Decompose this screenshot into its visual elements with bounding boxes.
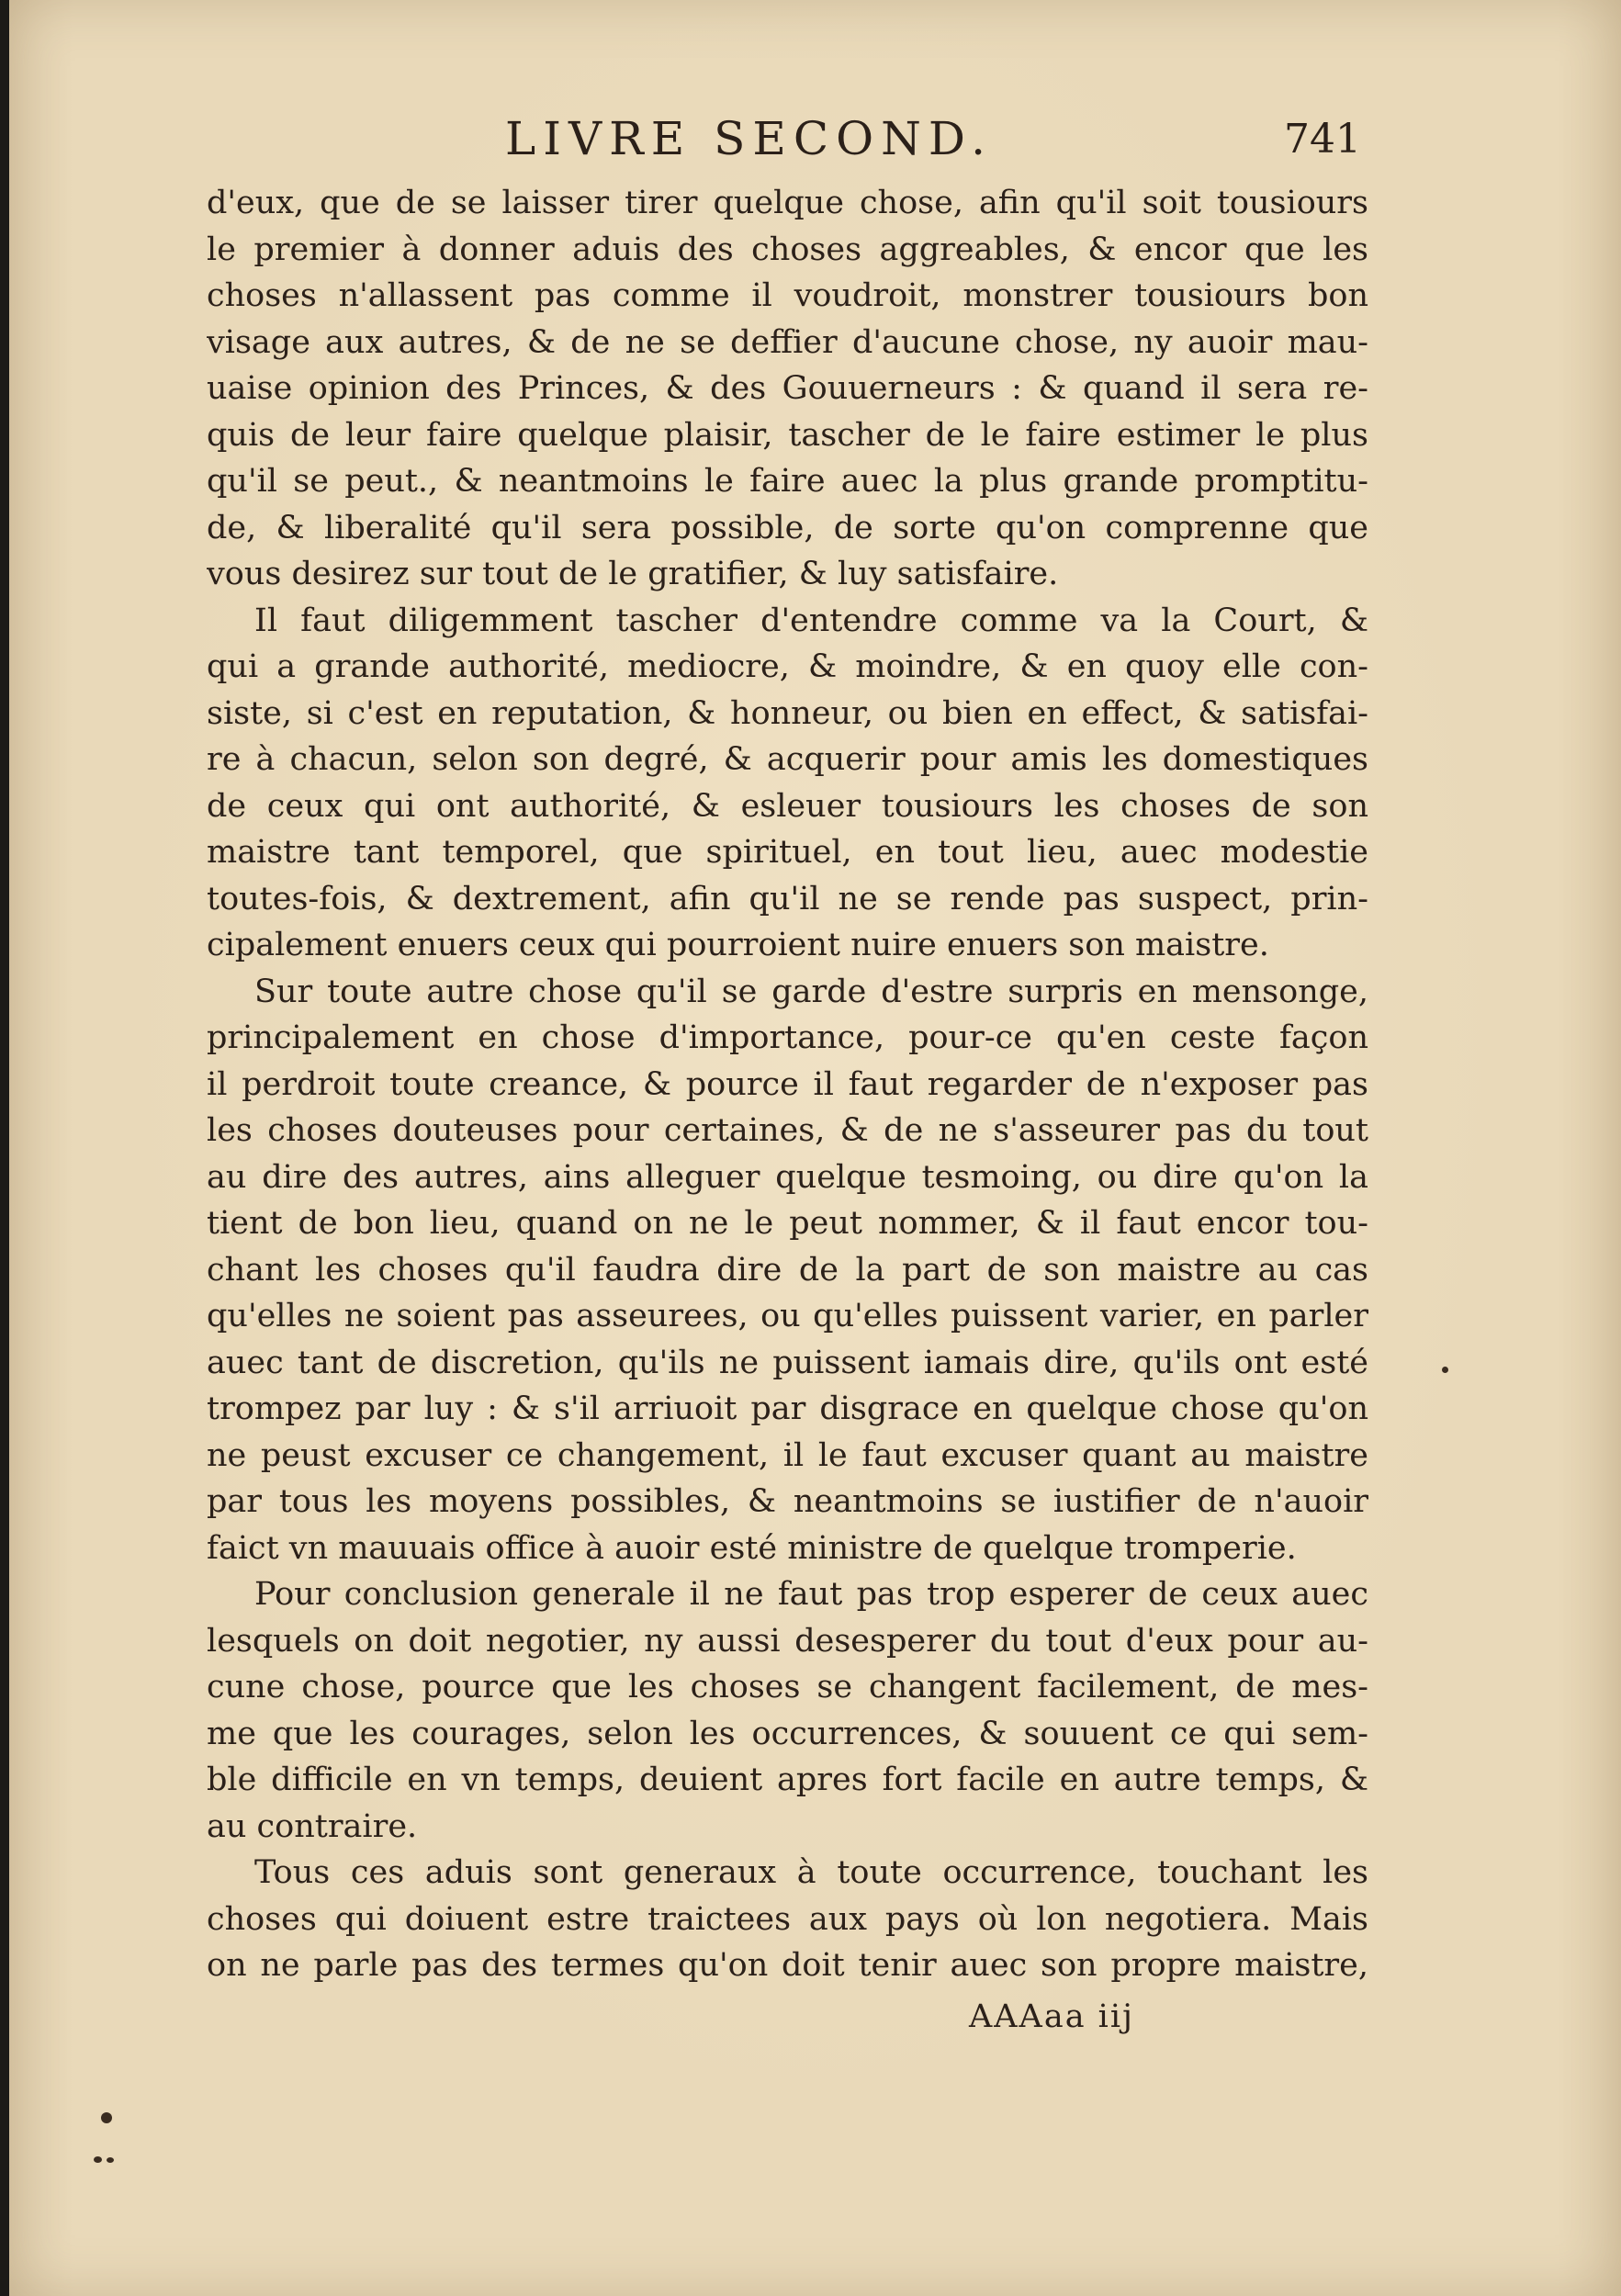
text-line: siste, si c'est en reputation, & honneur, ou bien en effect, & satisfai- [207,694,1368,732]
text-line: qu'il se peut., & neantmoins le faire auec la plus grande promptitu- [207,463,1368,500]
text-line: qu'elles ne soient pas asseurees, ou qu'elles puissent varier, en parler [207,1298,1368,1334]
text-line: faict vn mauuais office à auoir esté ministre de quelque tromperie. [207,1529,1297,1567]
text-block [207,180,1368,1989]
text-line: choses n'allassent pas comme il voudroit, monstrer tousiours bon [207,277,1368,314]
page-number: 741 [1284,116,1361,163]
text-line: ne peust excuser ce changement, il le faut excuser quant au maistre [207,1436,1368,1474]
text-line: choses qui doiuent estre traictees aux pays où lon negotiera. Mais [207,1900,1368,1938]
text-line: Pour conclusion generale il ne faut pas trop esperer de ceux auec [254,1576,1368,1613]
text-line: re à chacun, selon son degré, & acquerir pour amis les domestiques [207,741,1368,778]
ink-blot [94,2156,102,2163]
paragraph-2 [207,598,1368,969]
paragraph-3 [207,969,1368,1572]
text-line: cune chose, pource que les choses se changent facilement, de mes- [207,1669,1368,1705]
paragraph-4 [207,1571,1368,1850]
text-line: lesquels on doit negotier, ny aussi desesperer du tout d'eux pour au- [207,1622,1368,1660]
text-line: me que les courages, selon les occurrences, & souuent ce qui sem- [207,1715,1368,1752]
ink-blot [101,2112,112,2123]
text-line: toutes-fois, & dextrement, afin qu'il ne se rende pas suspect, prin- [207,880,1368,917]
text-line: tient de bon lieu, quand on ne le peut nommer, & il faut encor tou- [207,1205,1368,1242]
paragraph-1 [207,180,1368,598]
text-line: ble difficile en vn temps, deuient apres fort facile en autre temps, & [207,1761,1368,1798]
text-line: Tous ces aduis sont generaux à toute occurrence, touchant les [254,1854,1368,1891]
text-line: Il faut diligemment tascher d'entendre comme va la Court, & [254,602,1368,639]
text-line: on ne parle pas des termes qu'on doit tenir auec son propre maistre, [207,1947,1368,1984]
text-line: chant les choses qu'il faudra dire de la part de son maistre au cas [207,1251,1368,1289]
running-title: LIVRE SECOND. [505,112,994,165]
text-line: au dire des autres, ains alleguer quelque tesmoing, ou dire qu'on la [207,1158,1368,1196]
text-line: d'eux, que de se laisser tirer quelque chose, afin qu'il soit tousiours [207,185,1368,221]
ink-blot [107,2157,114,2163]
text-line: vous desirez sur tout de le gratifier, & luy satisfaire. [207,556,1059,592]
text-line: auec tant de discretion, qu'ils ne puissent iamais dire, qu'ils ont esté [207,1344,1368,1381]
text-line: de, & liberalité qu'il sera possible, de sorte qu'on comprenne que [207,509,1368,546]
text-line: qui a grande authorité, mediocre, & moindre, & en quoy elle con- [207,648,1368,685]
paragraph-5 [207,1850,1368,1989]
text-line: cipalement enuers ceux qui pourroient nuire enuers son maistre. [207,927,1269,963]
text-line: le premier à donner aduis des choses aggreables, & encor que les [207,231,1368,268]
text-line: de ceux qui ont authorité, & esleuer tousiours les choses de son [207,787,1368,825]
book-page [9,0,1621,2296]
text-line: il perdroit toute creance, & pource il faut regarder de n'exposer pas [207,1065,1368,1103]
text-line: par tous les moyens possibles, & neantmoins se iustifier de n'auoir [207,1483,1368,1520]
text-line: uaise opinion des Princes, & des Gouuerneurs : & quand il sera re- [207,370,1368,407]
signature-mark: AAAaa iij [969,1998,1134,2035]
text-line: quis de leur faire quelque plaisir, tascher de le faire estimer le plus [207,416,1368,454]
text-line: les choses douteuses pour certaines, & de ne s'asseurer pas du tout [207,1112,1368,1149]
text-line: maistre tant temporel, que spirituel, en tout lieu, auec modestie [207,834,1368,871]
ink-blot [1442,1367,1448,1373]
text-line: Sur toute autre chose qu'il se garde d'estre surpris en mensonge, [254,973,1368,1010]
text-line: trompez par luy : & s'il arriuoit par disgrace en quelque chose qu'on [207,1390,1368,1427]
text-line: principalement en chose d'importance, pour-ce qu'en ceste façon [207,1019,1368,1056]
running-head [9,112,1621,167]
text-line: visage aux autres, & de ne se deffier d'aucune chose, ny auoir mau- [207,323,1368,361]
text-line: au contraire. [207,1807,418,1845]
